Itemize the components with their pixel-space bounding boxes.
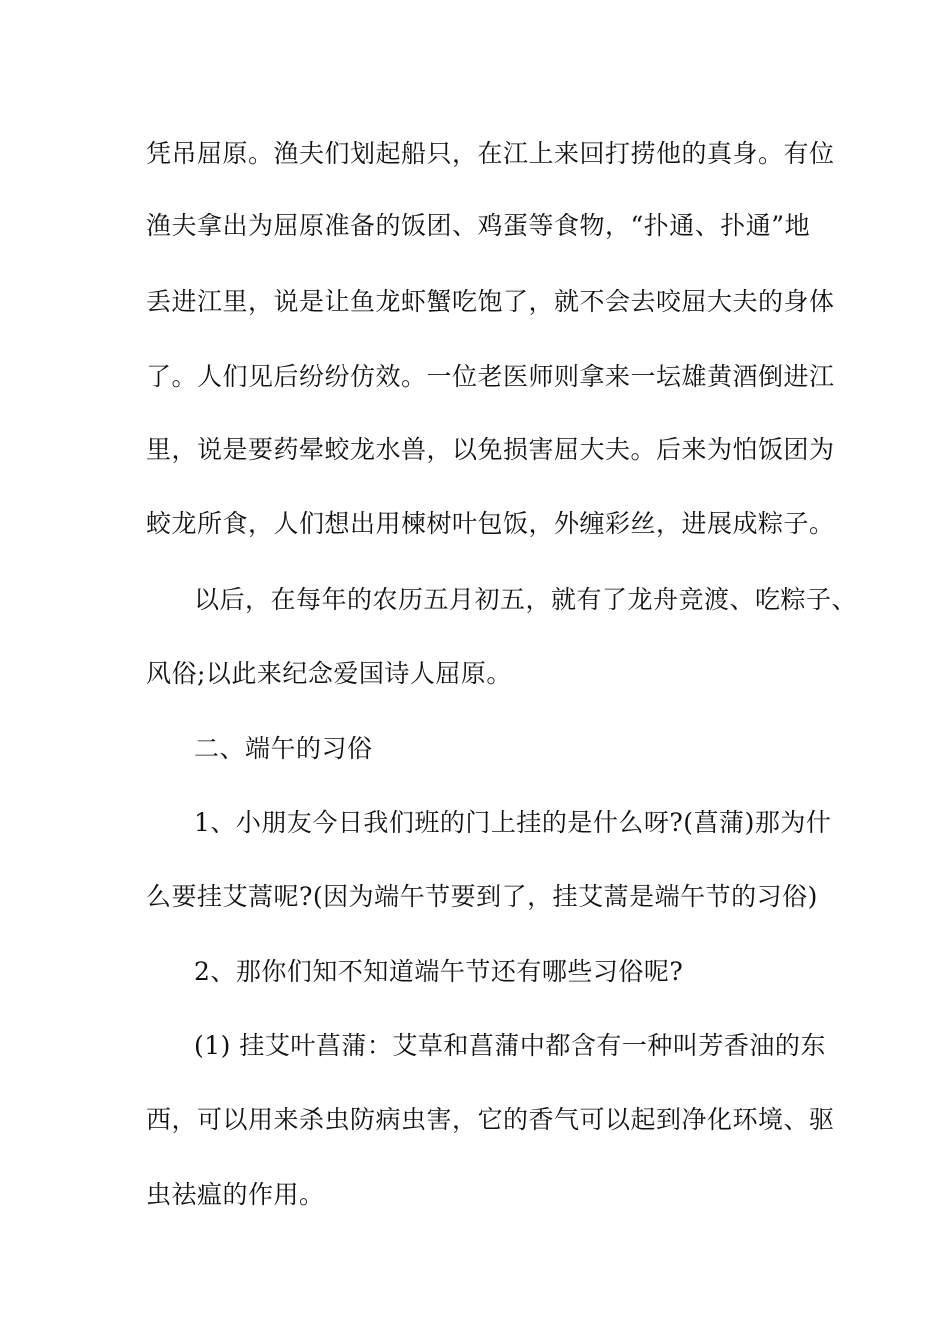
text-line: 蛟龙所食，人们想出用楝树叶包饭，外缠彩丝，进展成粽子。 (146, 509, 835, 538)
text-line: 了。人们见后纷纷仿效。一位老医师则拿来一坛雄黄酒倒进江 (146, 362, 835, 391)
text-line: 丢进江里，说是让鱼龙虾蟹吃饱了，就不会去咬屈大夫的身体 (146, 287, 835, 316)
text-line: 以后，在每年的农历五月初五，就有了龙舟竞渡、吃粽子、 (194, 585, 858, 614)
text-line: 虫祛瘟的作用。 (146, 1180, 325, 1209)
text-line: 凭吊屈原。渔夫们划起船只，在江上来回打捞他的真身。有位 (146, 139, 835, 168)
text-line: 1、小朋友今日我们班的门上挂的是什么呀?(菖蒲)那为什 (194, 808, 832, 837)
text-line: 2、那你们知不知道端午节还有哪些习俗呢? (194, 957, 684, 986)
text-line: 么要挂艾蒿呢?(因为端午节要到了，挂艾蒿是端午节的习俗) (146, 882, 818, 911)
text-line: 风俗;以此来纪念爱国诗人屈原。 (146, 659, 512, 688)
text-line: (1) 挂艾叶菖蒲：艾草和菖蒲中都含有一种叫芳香油的东 (194, 1031, 826, 1060)
text-line: 西，可以用来杀虫防病虫害，它的香气可以起到净化环境、驱 (146, 1105, 835, 1134)
text-line: 里，说是要药晕蛟龙水兽，以免损害屈大夫。后来为怕饭团为 (146, 435, 835, 464)
section-heading: 二、端午的习俗 (194, 734, 373, 763)
text-line: 渔夫拿出为屈原准备的饭团、鸡蛋等食物，“扑通、扑通”地 (146, 211, 811, 240)
